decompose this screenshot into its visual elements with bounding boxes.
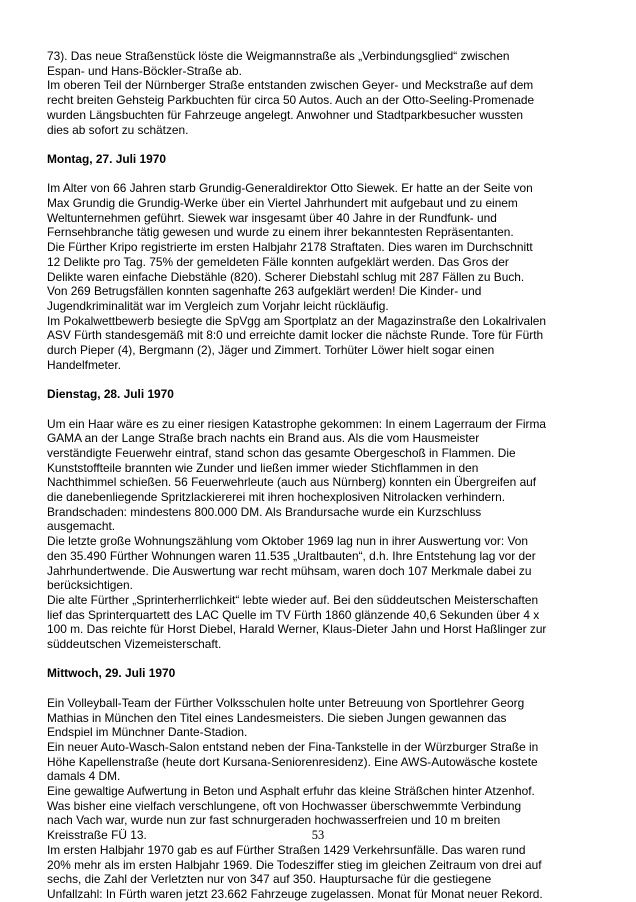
article-paragraph: Ein neuer Auto-Wasch-Salon entstand neben der Fina-Tankstelle in der Würzburger Straße in Höhe Kapellenstraße (heute dort Kursana-Seniorenresidenz). Eine AWS-Autowäsche kostete damals 4 DM.: [47, 739, 539, 784]
document-page: [47, 49, 547, 902]
date-heading: Dienstag, 28. Juli 1970: [47, 387, 174, 402]
article-paragraph: Im Alter von 66 Jahren starb Grundig-Generaldirektor Otto Siewek. Er hatte an der Seite von Max Grundig die Grundig-Werke über ein Viertel Jahrhundert mit aufgebaut und zu einem Weltunternehmen geführt. Siewek war insgesamt über 40 Jahre in der Rundfunk- und Fernsehbranche tätig gewesen und wurde zu einem ihrer bekanntesten Repräsentanten.: [47, 181, 533, 240]
section-gap: [47, 652, 547, 667]
section-gap: [47, 137, 547, 152]
article-paragraph: Die alte Fürther „Sprinterherrlichkeit“ lebte wieder auf. Bei den süddeutschen Meisterschaften lief das Sprinterquartett des LAC Quelle im TV Fürth 1860 glänzende 40,6 Sekunden über 4 x 100 m. Das reichte für Horst Diebel, Harald Werner, Klaus-Dieter Jahn und Horst Haßlinger zur süddeutschen Vizemeisterschaft.: [47, 592, 547, 652]
section-gap: [47, 681, 547, 696]
article-paragraph: Im ersten Halbjahr 1970 gab es auf Fürther Straßen 1429 Verkehrsunfälle. Das waren rund 20% mehr als im ersten Halbjahr 1969. Die Todesziffer stieg im gleichen Zeitraum von drei auf sechs, die Zahl der Verletzten nur von 347 auf 350. Hauptursache für die gestiegene Unfallzahl: In Fürth waren jetzt 23.662 Fahrzeuge zugelassen. Monat für Monat neuer Rekord.: [47, 842, 543, 901]
section-gap: [47, 372, 547, 387]
date-heading: Mittwoch, 29. Juli 1970: [47, 666, 176, 681]
intro-paragraph: 73). Das neue Straßenstück löste die Weigmannstraße als „Verbindungsglied“ zwischen Espan- und Hans-Böckler-Straße ab.: [47, 49, 510, 78]
date-heading: Montag, 27. Juli 1970: [47, 151, 166, 166]
article-paragraph: Die Fürther Kripo registrierte im ersten Halbjahr 2178 Straftaten. Dies waren im Durchschnitt 12 Delikte pro Tag. 75% der gemeldeten Fälle konnten aufgeklärt werden. Das Gros der Delikte waren einfache Diebstähle (820). Scherer Diebstahl schlug mit 287 Fällen zu Buch. Von 269 Betrugsfällen konnten sagenhafte 263 aufgeklärt werden! Die Kinder- und Jugendkriminalität war im Vergleich zum Vorjahr leicht rückläufig.: [47, 240, 533, 313]
article-paragraph: Die letzte große Wohnungszählung vom Oktober 1969 lag nun in ihrer Auswertung vor: Von den 35.490 Fürther Wohnungen waren 11.535 „Uraltbauten“, d.h. Ihre Entstehung lag vor der Jahrhundertwende. Die Auswertung war recht mühsam, waren doch 107 Merkmale dabei zu berücksichtigen.: [47, 534, 536, 593]
section-gap: [47, 167, 547, 182]
article-paragraph: Um ein Haar wäre es zu einer riesigen Katastrophe gekommen: In einem Lagerraum der Firma GAMA an der Lange Straße brach nachts ein Brand aus. Als die vom Hausmeister verständigte Feuerwehr eintraf, stand schon das gesamte Obergeschoß in Flammen. Die Kunststoffteile brannten wie Zunder und ließen immer wieder Stichflammen in den Nachthimmel schießen. 56 Feuerwehrleute (auch aus Nürnberg) konnten ein Übergreifen auf die danebenliegende Spritzlackiererei mit ihren hochexplosiven Nitrolacken verhindern. Brandschaden: mindestens 800.000 DM. Als Brandursache wurde ein Kurzschluss ausgemacht.: [47, 416, 546, 534]
article-paragraph: Im Pokalwettbewerb besiegte die SpVgg am Sportplatz an der Magazinstraße den Lokalrivalen ASV Fürth standesgemäß mit 8:0 und erreichte damit locker die nächste Runde. Tore für Fürth durch Pieper (4), Bergmann (2), Jäger und Zimmert. Torhüter Löwer hielt sogar einen Handelfmeter.: [47, 313, 547, 372]
article-paragraph: Eine gewaltige Aufwertung in Beton und Asphalt erfuhr das kleine Sträßchen hinter Atzenhof. Was bisher eine vielfach verschlungene, oft von Hochwasser überschwemmte Verbindung nach Vach war, wurde nun zur fast schnurgeraden hochwasserfreien und 10 m breiten Kreisstraße FÜ 13.: [47, 784, 535, 843]
section-gap: [47, 402, 547, 417]
article-paragraph: Ein Volleyball-Team der Fürther Volksschulen holte unter Betreuung von Sportlehrer Georg Mathias in München den Titel eines Landesmeisters. Die sieben Jungen gewannen das Endspiel im Münchner Dante-Stadion.: [47, 695, 525, 740]
intro-paragraph: Im oberen Teil der Nürnberger Straße entstanden zwischen Geyer- und Meckstraße auf dem recht breiten Gehsteig Parkbuchten für circa 50 Autos. Auch an der Otto-Seeling-Promenade wurden Längsbuchten für Fahrzeuge angelegt. Anwohner und Stadtparkbesucher wussten dies ab sofort zu schätzen.: [47, 78, 535, 137]
page-number: 53: [311, 828, 325, 842]
